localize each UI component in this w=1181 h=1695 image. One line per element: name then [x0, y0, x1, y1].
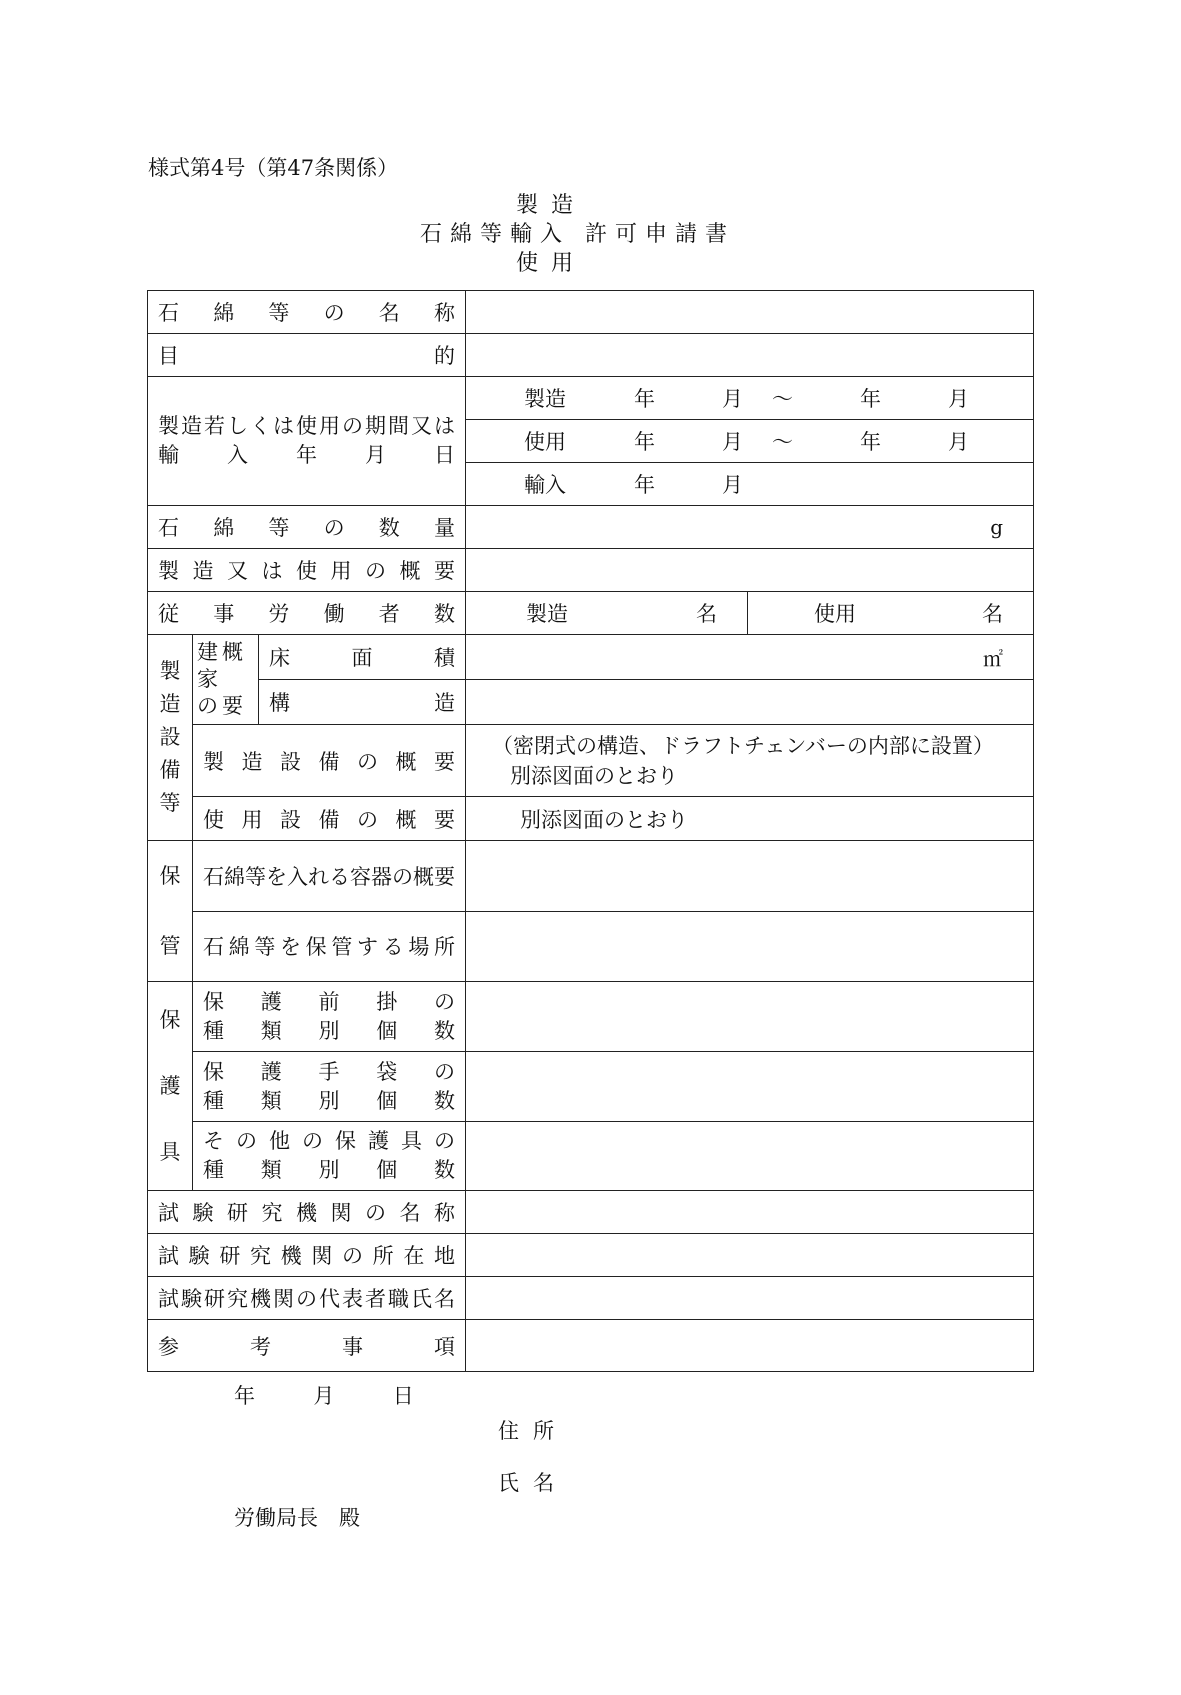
row-lab-address — [148, 1234, 1034, 1277]
mfg-equipment-line2: 別添図面のとおり — [510, 763, 678, 788]
date-day[interactable]: 日 — [392, 1384, 414, 1408]
notes-field[interactable] — [466, 1320, 1034, 1372]
title-manufacture: 製造 — [516, 193, 587, 218]
asbestos-name-field[interactable] — [466, 291, 1034, 334]
period-year: 年 — [634, 387, 655, 411]
mfg-equipment-line1: （密閉式の構造、ドラフトチェンバーの内部に設置） — [492, 733, 994, 758]
other-protective-label — [193, 1122, 466, 1191]
floor-area-unit: ㎡ — [983, 646, 1003, 671]
other-protective-field[interactable] — [466, 1122, 1034, 1191]
workers-unit: 名 — [982, 602, 1003, 626]
row-container — [148, 841, 1034, 912]
row-workers — [148, 592, 1034, 635]
building-outline-label — [193, 635, 259, 725]
storage-place-field[interactable] — [466, 911, 1034, 982]
date-year[interactable]: 年 — [234, 1384, 255, 1408]
group-char: 備 — [159, 758, 181, 782]
storage-place-label: 石綿等を保管する場所 — [193, 911, 466, 982]
storage-group-label — [148, 841, 193, 982]
title-main: 石綿等輸入 許可申請書 — [420, 222, 735, 247]
structure-label: 構造 — [259, 680, 466, 725]
period-tilde: ～ — [772, 430, 793, 454]
row-gloves — [148, 1052, 1034, 1122]
building-label-2: 家 — [197, 667, 218, 691]
gloves-label-line1: 保護手袋の — [203, 1059, 455, 1084]
period-year: 年 — [634, 430, 655, 454]
use-equipment-field[interactable] — [466, 797, 1034, 841]
quantity-unit: g — [990, 515, 1003, 539]
outline-field[interactable] — [466, 549, 1034, 592]
workers-use-field[interactable] — [748, 592, 1034, 635]
row-outline — [148, 549, 1034, 592]
group-char: 管 — [159, 934, 181, 958]
row-other-protective — [148, 1122, 1034, 1191]
row-purpose — [148, 334, 1034, 377]
outline-label: 製造又は使用の概要 — [148, 549, 466, 592]
group-char: 護 — [159, 1074, 181, 1098]
notes-label: 参考事項 — [148, 1320, 466, 1372]
row-asbestos-name — [148, 291, 1034, 334]
floor-area-field[interactable] — [466, 635, 1034, 680]
period-month: 月 — [722, 473, 743, 497]
period-label — [148, 377, 466, 506]
gloves-label-line2: 種類別個数 — [203, 1088, 455, 1113]
apron-field[interactable] — [466, 982, 1034, 1052]
row-apron — [148, 982, 1034, 1052]
period-manufacture-field[interactable] — [466, 377, 1034, 420]
purpose-label: 目的 — [148, 334, 466, 377]
gloves-field[interactable] — [466, 1052, 1034, 1122]
lab-name-field[interactable] — [466, 1191, 1034, 1234]
mfg-equipment-field[interactable] — [466, 725, 1034, 797]
purpose-field[interactable] — [466, 334, 1034, 377]
row-mfg-equipment — [148, 725, 1034, 797]
row-notes — [148, 1320, 1034, 1372]
lab-address-label: 試験研究機関の所在地 — [148, 1234, 466, 1277]
period-kind: 輸入 — [524, 473, 566, 497]
period-use-field[interactable] — [466, 420, 1034, 463]
title-use: 使用 — [516, 251, 587, 276]
use-equipment-value: 別添図面のとおり — [520, 807, 688, 832]
gloves-label — [193, 1052, 466, 1122]
row-period-manufacture — [148, 377, 1034, 420]
row-storage-place — [148, 911, 1034, 982]
period-tilde: ～ — [772, 387, 793, 411]
apron-label-line2: 種類別個数 — [203, 1018, 455, 1043]
other-protective-line2: 種類別個数 — [203, 1158, 455, 1182]
form-number: 様式第4号（第47条関係） — [148, 156, 399, 180]
group-char: 保 — [159, 864, 181, 888]
apron-label — [193, 982, 466, 1052]
period-month: 月 — [722, 387, 743, 411]
mfg-equipment-label: 製造設備の概要 — [193, 725, 466, 797]
lab-address-field[interactable] — [466, 1234, 1034, 1277]
period-year-end: 年 — [860, 430, 881, 454]
other-protective-line1: その他の保護具の — [203, 1129, 455, 1153]
building-label-3: の要 — [197, 694, 247, 718]
group-char: 具 — [159, 1140, 181, 1164]
structure-field[interactable] — [466, 680, 1034, 725]
period-kind: 使用 — [524, 430, 566, 454]
period-import-field[interactable] — [466, 463, 1034, 506]
protective-group-label — [148, 982, 193, 1191]
period-label-line1: 製造若しくは使用の期間又は — [158, 414, 455, 438]
workers-manufacture-label: 製造 — [526, 602, 568, 626]
building-label-1: 建概 — [197, 640, 247, 664]
applicant-name-label: 氏名 — [498, 1471, 568, 1495]
addressee: 労働局長 殿 — [234, 1506, 360, 1530]
lab-name-label: 試験研究機関の名称 — [148, 1191, 466, 1234]
group-char: 設 — [159, 725, 181, 749]
period-year-end: 年 — [860, 387, 881, 411]
floor-area-label: 床面積 — [259, 635, 466, 680]
period-label-line2: 輸入年月日 — [158, 443, 455, 467]
workers-label: 従事労働者数 — [148, 592, 466, 635]
workers-use-label: 使用 — [814, 602, 856, 626]
row-floor-area — [148, 635, 1034, 680]
workers-unit: 名 — [696, 602, 717, 626]
period-kind: 製造 — [524, 387, 566, 411]
group-char: 造 — [159, 692, 181, 716]
workers-manufacture-field[interactable] — [466, 592, 748, 635]
apron-label-line1: 保護前掛の — [203, 989, 455, 1014]
lab-representative-field[interactable] — [466, 1277, 1034, 1320]
asbestos-name-label: 石綿等の名称 — [148, 291, 466, 334]
period-month: 月 — [722, 430, 743, 454]
quantity-label: 石綿等の数量 — [148, 506, 466, 549]
application-table — [147, 290, 1034, 1372]
use-equipment-label: 使用設備の概要 — [193, 797, 466, 841]
row-quantity — [148, 506, 1034, 549]
quantity-field[interactable] — [466, 506, 1034, 549]
lab-representative-label: 試験研究機関の代表者職氏名 — [148, 1277, 466, 1320]
applicant-address-label: 住所 — [498, 1419, 568, 1443]
container-field[interactable] — [466, 841, 1034, 912]
period-year: 年 — [634, 473, 655, 497]
group-char: 等 — [159, 791, 181, 815]
equipment-group-label — [148, 635, 193, 841]
date-month[interactable]: 月 — [313, 1384, 335, 1408]
group-char: 保 — [159, 1008, 181, 1032]
period-month-end: 月 — [948, 430, 969, 454]
period-month-end: 月 — [948, 387, 969, 411]
date-line — [234, 1380, 414, 1410]
row-structure — [148, 680, 1034, 725]
container-label: 石綿等を入れる容器の概要 — [193, 841, 466, 912]
row-use-equipment — [148, 797, 1034, 841]
row-lab-representative — [148, 1277, 1034, 1320]
row-lab-name — [148, 1191, 1034, 1234]
group-char: 製 — [159, 659, 181, 683]
